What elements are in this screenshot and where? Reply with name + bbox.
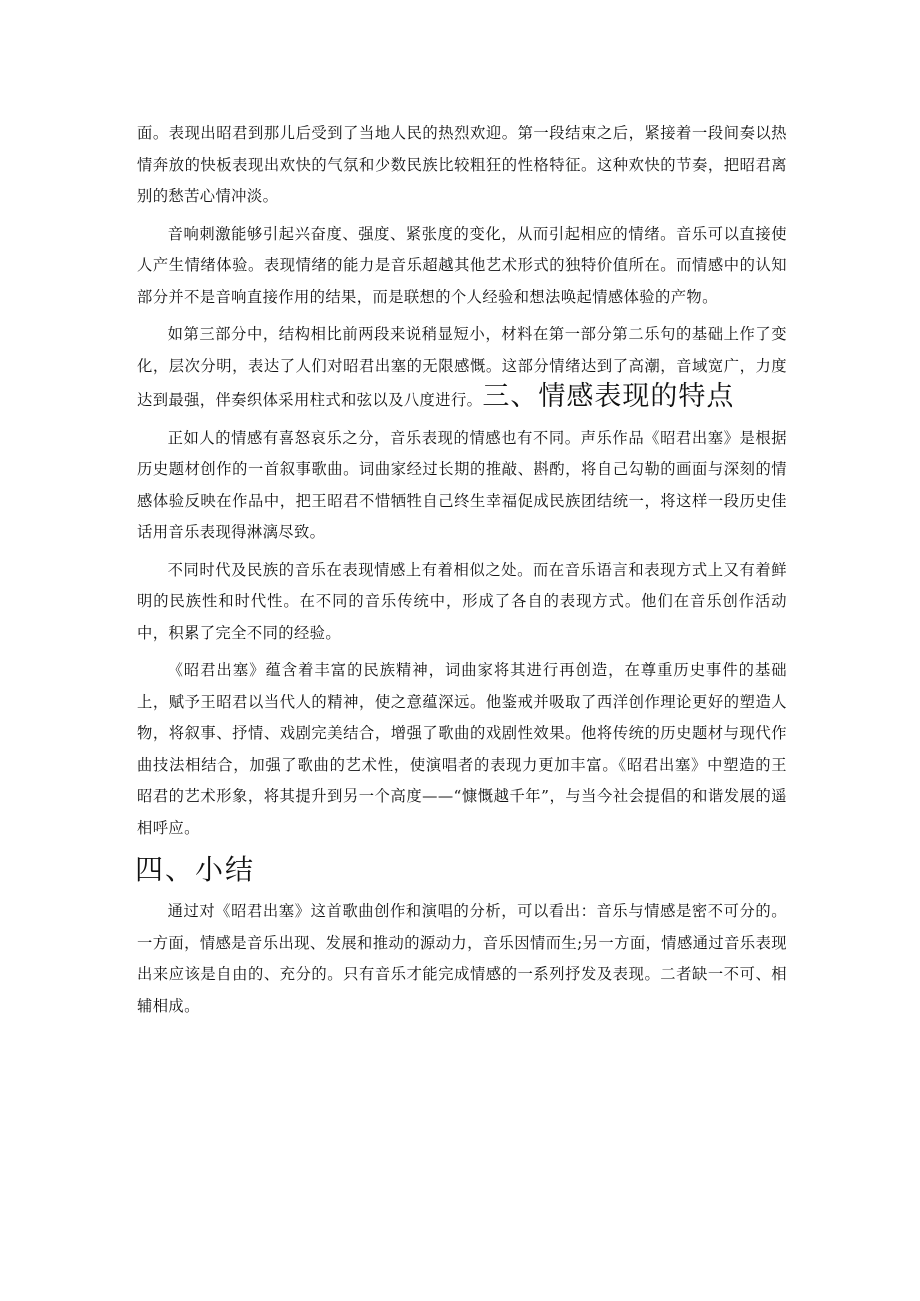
- paragraph-7: 通过对《昭君出塞》这首歌曲创作和演唱的分析，可以看出：音乐与情感是密不可分的。一方面，情感是音乐出现、发展和推动的源动力，音乐因情而生;另一方面，情感通过音乐表现出来应该是自由的、充分的。只有音乐才能完成情感的一系列抒发及表现。二者缺一不可、相辅相成。: [137, 902, 787, 1015]
- paragraph-5: 不同时代及民族的音乐在表现情感上有着相似之处。而在音乐语言和表现方式上又有着鲜明的民族性和时代性。在不同的音乐传统中，形成了各自的表现方式。他们在音乐创作活动中，积累了完全不同的经验。: [137, 560, 787, 642]
- paragraph-4: 正如人的情感有喜怒哀乐之分，音乐表现的情感也有不同。声乐作品《昭君出塞》是根据历史题材创作的一首叙事歌曲。词曲家经过长期的推敲、斟酌，将自己勾勒的画面与深刻的情感体验反映在作品中，把王昭君不惜牺牲自己终生幸福促成民族团结统一，将这样一段历史佳话用音乐表现得淋漓尽致。: [137, 428, 787, 541]
- paragraph-2: 音响刺激能够引起兴奋度、强度、紧张度的变化，从而引起相应的情绪。音乐可以直接使人产生情绪体验。表现情绪的能力是音乐超越其他艺术形式的独特价值所在。而情感中的认知部分并不是音响直接作用的结果，而是联想的个人经验和想法唤起情感体验的产物。: [137, 224, 787, 306]
- paragraph-3-text: 如第三部分中，结构相比前两段来说稍显短小，材料在第一部分第二乐句的基础上作了变化，层次分明，表达了人们对昭君出塞的无限感慨。这部分情绪达到了高潮，音域宽广，力度达到最强，伴奏织体采用柱式和弦以及八度进行。: [137, 325, 787, 409]
- paragraph-6: 《昭君出塞》蕴含着丰富的民族精神，词曲家将其进行再创造，在尊重历史事件的基础上，赋予王昭君以当代人的精神，使之意蕴深远。他鉴戒并吸取了西洋创作理论更好的塑造人物，将叙事、抒情、戏剧完美结合，增强了歌曲的戏剧性效果。他将传统的历史题材与现代作曲技法相结合，加强了歌曲的艺术性，使演唱者的表现力更加丰富。《昭君出塞》中塑造的王昭君的艺术形象，将其提升到另一个高度——“慷慨越千年”，与当今社会提倡的和谐发展的遥相呼应。: [137, 661, 787, 837]
- paragraph-3-with-heading: [137, 319, 787, 417]
- section-4-heading: 四、小结: [135, 853, 256, 886]
- paragraph-1: 面。表现出昭君到那儿后受到了当地人民的热烈欢迎。第一段结束之后，紧接着一段间奏以热情奔放的快板表现出欢快的气氛和少数民族比较粗狂的性格特征。这种欢快的节奏，把昭君离别的愁苦心情冲淡。: [137, 124, 787, 205]
- document-page: [137, 118, 787, 1028]
- section-3-heading: 三、情感表现的特点: [482, 381, 735, 412]
